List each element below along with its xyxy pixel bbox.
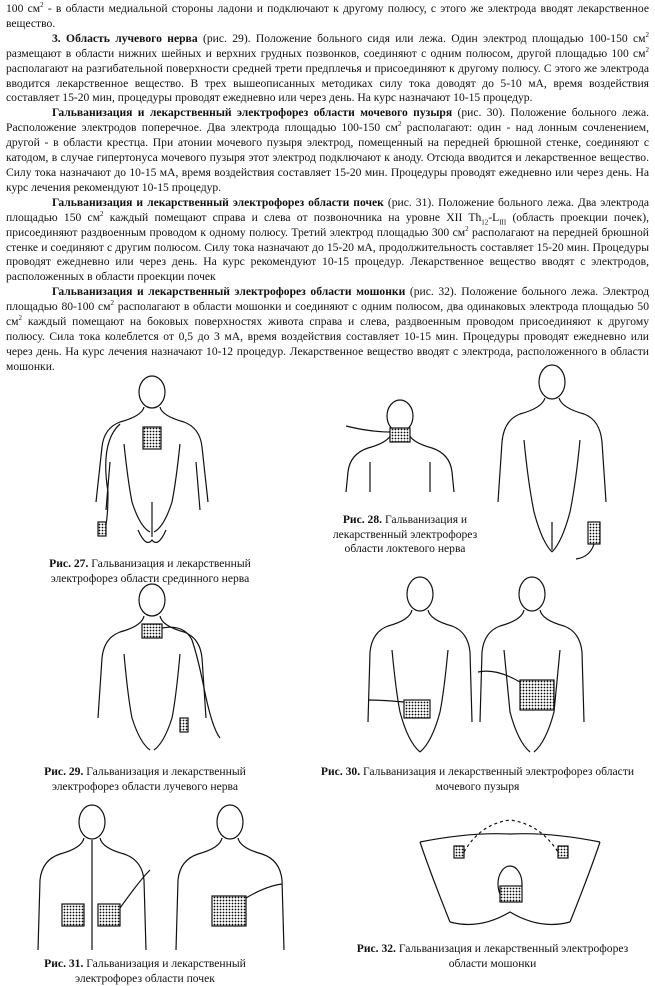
caption-number: Рис. 29. xyxy=(44,765,84,778)
text-run: 100 см xyxy=(6,2,41,15)
caption-text: электрофорез области срединного нерва xyxy=(50,571,250,585)
caption-text: Гальванизация и лекарственный xyxy=(83,957,246,970)
figure-31-caption xyxy=(20,957,270,986)
figure-28-illustration xyxy=(340,392,460,502)
paragraph-radial-nerve xyxy=(6,32,649,107)
text-run: (область проекции почек), присоединяют раздвоенным проводом к одному полюсу. Третий электрод площадью 300 см xyxy=(6,210,649,239)
caption-text: области локтевого нерва xyxy=(344,542,466,555)
bold-heading: 3. Область лучевого нерва xyxy=(52,31,198,45)
caption-number: Рис. 32. xyxy=(356,942,396,955)
text-run: (рис. 31). Положение больного лежа. Два электрода площадью 150 см xyxy=(6,195,649,224)
text-run: (рис. 30). Положение больного лежа. Расположение электродов поперечное. Два электрода площадью 100-150 см xyxy=(6,106,649,135)
superscript: 2 xyxy=(18,314,22,323)
figure-31-illustration xyxy=(30,800,290,960)
bold-heading: Гальванизация и лекарственный электрофорез области мошонки xyxy=(52,285,406,299)
caption-text: электрофорез области лучевого нерва xyxy=(51,779,239,793)
text-run: размещают в области нижних шейных и верхних грудных позвонков, соединяют с одним полюсом, другой площадью 100 см xyxy=(6,46,646,60)
caption-text: электрофорез области почек xyxy=(75,971,215,985)
bold-heading: Гальванизация и лекарственный электрофорез области почек xyxy=(52,195,384,209)
caption-text: области мошонки xyxy=(448,956,537,970)
caption-text: Гальванизация и лекарственный xyxy=(88,557,251,570)
text-run: располагают на разгибательной поверхности средней трети предплечья и присоединяют к другому полюсу. С этого же электрода вводится лекарственное вещество. В трех вышеописанных методиках силу тока доводят до 5-10 мА, время воздействия составляет 15-20 мин, процедуры проводят ежедневно или через день. На курс назначают 10-15 процедур. xyxy=(6,61,649,105)
caption-text: лекарственный электрофорез xyxy=(332,527,478,541)
caption-text: Гальванизация и лекарственный электрофорез xyxy=(395,942,629,955)
caption-number: Рис. 28. xyxy=(342,513,383,526)
figure-29-caption xyxy=(20,765,270,794)
subscript: 12 xyxy=(481,218,489,226)
text-run: (рис. 29). Положение больного сидя или лежа. Один электрод площадью 100-150 см xyxy=(197,31,646,45)
superscript: 2 xyxy=(465,224,469,233)
text-run: (рис. 32). Положение больного лежа. Электрод площадью 80-100 см xyxy=(6,285,649,314)
figure-30-caption xyxy=(300,765,655,794)
superscript: 2 xyxy=(40,1,44,10)
figure-27-illustration xyxy=(80,352,230,552)
paragraph-median-end xyxy=(6,2,649,32)
superscript: 2 xyxy=(397,120,402,129)
caption-text: Гальванизация и лекарственный электрофорез области xyxy=(360,765,635,778)
text-run: располагают на передней брюшной стенке и соединяют с другим полюсом. Силу тока назначают до 15-20 мА, продолжительность составляет 15-20 мин. Процедуры проводят ежедневно или через день. На курс рекомендуют 10-15 процедур. Лекарственное вещество вводят с электродов, расположенных в области проекции почек xyxy=(6,225,650,284)
superscript: 2 xyxy=(645,30,649,39)
superscript: 2 xyxy=(645,45,649,54)
paragraph-bladder xyxy=(6,106,649,195)
figure-32-caption xyxy=(330,942,655,971)
caption-text: мочевого пузыря xyxy=(435,779,520,793)
caption-number: Рис. 31. xyxy=(44,957,84,970)
paragraph-kidneys xyxy=(6,196,649,285)
text-run: располагают в области мошонки и соединяют с одним полюсом, два одинаковых электрода площадью 50 см xyxy=(6,300,649,329)
subscript: III xyxy=(499,218,507,226)
body-text xyxy=(6,2,649,375)
caption-number: Рис. 30. xyxy=(320,765,361,778)
text-run: располагают: один - над лонным сочленением, другой - в области крестца. При атонии мочевого пузыря электрод, помещенный на передней брюшной стенке, соединяют с катодом, в случае гипертонуса мочевого пузыря этот электрод подключают к аноду. Отсюда вводится и лекарственное вещество. Силу тока назначают до 10-15 мА, время воздействия составляет 15-20 мин. Процедуры проводят ежедневно или через день. На курс лечения рекомендуют 10-15 процедур. xyxy=(6,121,649,194)
superscript: 2 xyxy=(100,209,104,218)
bold-heading: Гальванизация и лекарственный электрофорез области мочевого пузыря xyxy=(52,106,453,120)
superscript: 2 xyxy=(110,299,115,308)
text-run: каждый помещают на боковых поверхностях живота справа и слева, раздвоенным проводом присоединяют к другому полюсу. Сила тока колеблется от 0,5 до 3 мА, время воздействия составляет 10-15 мин. Процедуры проводят ежедневно или через день. На курс лечения назначают 10-12 процедур. Лекарственное вещество вводят с электрода, расположенного в области мошонки. xyxy=(6,315,649,373)
caption-text: Гальванизация и xyxy=(382,513,468,526)
caption-number: Рис. 27. xyxy=(49,557,89,570)
figure-28-caption xyxy=(310,513,500,557)
figure-30-illustration xyxy=(360,572,610,762)
figure-32-illustration xyxy=(410,812,610,938)
figure-29-illustration xyxy=(80,578,240,768)
caption-text: Гальванизация и лекарственный xyxy=(83,765,246,778)
text-run: -L xyxy=(488,210,500,224)
figure-28-front-illustration xyxy=(490,352,620,562)
text-run: каждый помещают справа и слева от позвоночника на уровне XII Th xyxy=(103,210,482,224)
text-run: - в области медиальной стороны ладони и подключают к другому полюсу, с этого же электрода вводят лекарственное вещество. xyxy=(6,2,649,30)
